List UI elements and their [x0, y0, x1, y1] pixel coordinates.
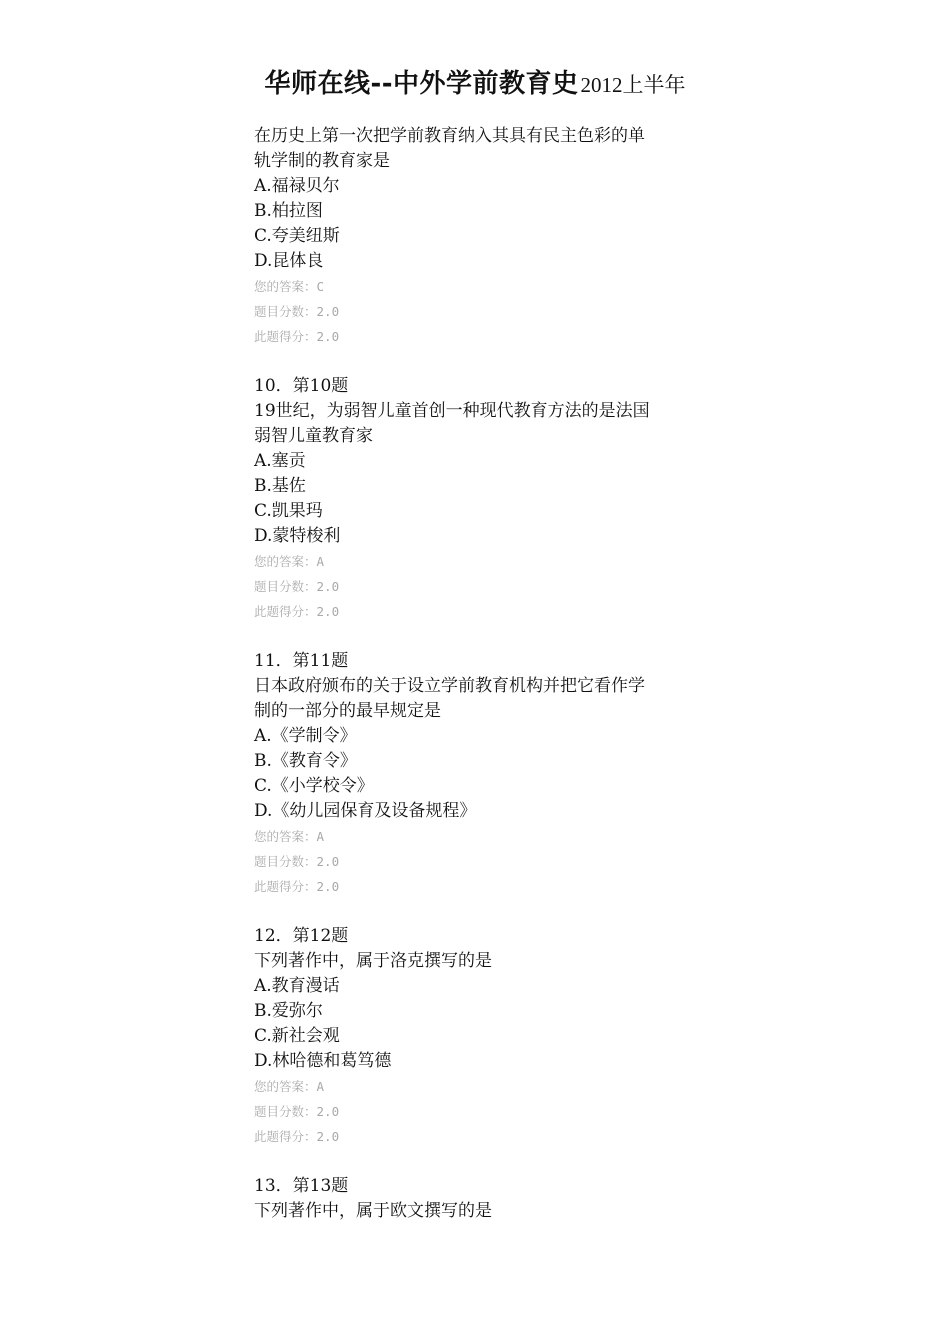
your-answer [254, 274, 714, 299]
answer-option: D.昆体良 [254, 251, 324, 271]
question-spacer [254, 624, 714, 649]
this-score [254, 324, 714, 349]
answer-option: A.福禄贝尔 [254, 176, 340, 196]
question-list [254, 124, 714, 1224]
question-block [254, 924, 714, 1174]
item-score-label: 题目分数： [254, 1104, 317, 1119]
this-score [254, 874, 714, 899]
this-score-label: 此题得分： [254, 1129, 317, 1144]
this-score-label: 此题得分： [254, 604, 317, 619]
question-stem: 下列著作中，属于洛克撰写的是 [254, 951, 492, 971]
your-answer-label: 您的答案： [254, 829, 317, 844]
this-score-value: 2.0 [316, 604, 340, 619]
question-block [254, 374, 714, 649]
question-block [254, 124, 714, 374]
item-score-label: 题目分数： [254, 579, 317, 594]
question-spacer [254, 349, 714, 374]
this-score [254, 599, 714, 624]
item-score-value: 2.0 [316, 1104, 340, 1119]
question-stem: 19世纪，为弱智儿童首创一种现代教育方法的是法国 [254, 401, 650, 421]
this-score-label: 此题得分： [254, 879, 317, 894]
answer-option: D.《幼儿园保育及设备规程》 [254, 801, 477, 821]
this-score [254, 1124, 714, 1149]
item-score [254, 1099, 714, 1124]
answer-option: C.凯果玛 [254, 501, 323, 521]
answer-option: C.新社会观 [254, 1026, 340, 1046]
question-header: 11．第11题 [254, 651, 349, 671]
your-answer [254, 824, 714, 849]
item-score [254, 574, 714, 599]
this-score-label: 此题得分： [254, 329, 317, 344]
answer-option: A.《学制令》 [254, 726, 357, 746]
answer-option: B.基佐 [254, 476, 306, 496]
page-title-sub: 2012上半年 [580, 73, 686, 97]
question-header: 12．第12题 [254, 926, 349, 946]
your-answer-label: 您的答案： [254, 554, 317, 569]
item-score [254, 849, 714, 874]
your-answer [254, 1074, 714, 1099]
your-answer-label: 您的答案： [254, 279, 317, 294]
answer-option: B.《教育令》 [254, 751, 357, 771]
your-answer-value: A [316, 554, 325, 569]
question-stem: 日本政府颁布的关于设立学前教育机构并把它看作学 [254, 676, 645, 696]
your-answer-value: A [316, 829, 325, 844]
answer-option: A.塞贡 [254, 451, 306, 471]
item-score-label: 题目分数： [254, 854, 317, 869]
item-score-value: 2.0 [316, 579, 340, 594]
your-answer-label: 您的答案： [254, 1079, 317, 1094]
question-stem: 轨学制的教育家是 [254, 151, 390, 171]
this-score-value: 2.0 [316, 879, 340, 894]
answer-option: C.《小学校令》 [254, 776, 374, 796]
your-answer-value: C [316, 279, 325, 294]
item-score-value: 2.0 [316, 304, 340, 319]
this-score-value: 2.0 [316, 1129, 340, 1144]
question-header: 13．第13题 [254, 1176, 349, 1196]
answer-option: B.爱弥尔 [254, 1001, 323, 1021]
item-score [254, 299, 714, 324]
item-score-label: 题目分数： [254, 304, 317, 319]
your-answer-value: A [316, 1079, 325, 1094]
question-spacer [254, 1149, 714, 1174]
question-block [254, 1174, 714, 1224]
answer-option: A.教育漫话 [254, 976, 340, 996]
answer-option: B.柏拉图 [254, 201, 323, 221]
question-stem: 在历史上第一次把学前教育纳入其具有民主色彩的单 [254, 126, 645, 146]
answer-option: D.蒙特梭利 [254, 526, 341, 546]
your-answer [254, 549, 714, 574]
this-score-value: 2.0 [316, 329, 340, 344]
question-stem: 下列著作中，属于欧文撰写的是 [254, 1201, 492, 1221]
question-stem: 弱智儿童教育家 [254, 426, 373, 446]
item-score-value: 2.0 [316, 854, 340, 869]
page-title [0, 66, 950, 105]
answer-option: C.夸美纽斯 [254, 226, 340, 246]
answer-option: D.林哈德和葛笃德 [254, 1051, 392, 1071]
question-spacer [254, 899, 714, 924]
page-title-main: 华师在线--中外学前教育史 [264, 69, 579, 99]
question-block [254, 649, 714, 924]
question-stem: 制的一部分的最早规定是 [254, 701, 441, 721]
question-header: 10．第10题 [254, 376, 349, 396]
